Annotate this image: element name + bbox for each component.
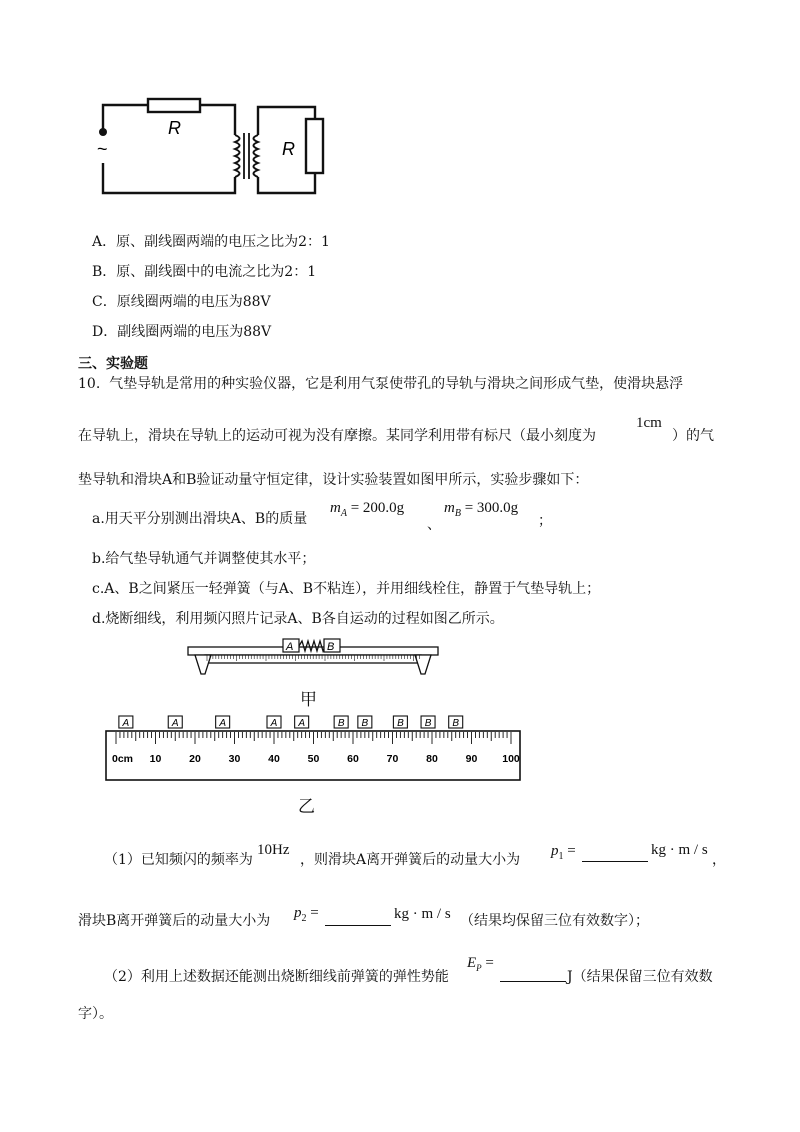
question-intro-line1 xyxy=(78,375,683,393)
ruler-label: 50 xyxy=(307,753,320,765)
ruler-label: 40 xyxy=(268,753,280,765)
option-letter: A． xyxy=(92,234,117,250)
question-intro-line3: 垫导轨和滑块A和B验证动量守恒定律，设计实验装置如图甲所示，实验步骤如下： xyxy=(78,472,589,488)
strobe-ruler-figure xyxy=(100,712,525,784)
ruler-label: 20 xyxy=(189,753,201,765)
p1-unit: kg · m / s xyxy=(651,842,708,858)
p2-symbol: p xyxy=(294,905,302,921)
ruler-label: 70 xyxy=(386,753,399,765)
p1-answer-blank[interactable] xyxy=(582,847,648,862)
mass-symbol: m xyxy=(444,500,455,516)
mass-a-expression xyxy=(330,500,404,519)
p2-answer-blank[interactable] xyxy=(325,911,391,926)
min-scale-value: 1cm xyxy=(636,415,662,431)
strobe-block-a-label: A xyxy=(122,718,130,729)
sub1-end: ， xyxy=(712,852,726,868)
ruler-label: 30 xyxy=(228,753,241,765)
ruler-label: 0cm xyxy=(112,753,134,765)
ruler-label: 90 xyxy=(465,753,478,765)
option-letter: C． xyxy=(92,294,117,310)
option-a xyxy=(92,233,330,251)
option-text: 原、副线圈两端的电压之比为2：1 xyxy=(116,234,330,250)
strobe-block-b-label: B xyxy=(397,718,404,729)
sub2-line2: 字）。 xyxy=(78,1006,113,1022)
equals-sign: = xyxy=(310,905,319,921)
strobe-block-b-label: B xyxy=(452,718,460,729)
option-d xyxy=(92,323,271,341)
step-a-end: ； xyxy=(538,513,552,529)
mass-symbol: m xyxy=(330,500,341,516)
air-track-figure xyxy=(185,636,445,686)
step-d: d.烧断细线，利用频闪照片记录A、B各自运动的过程如图乙所示。 xyxy=(92,611,504,627)
sub2-prefix: （2）利用上述数据还能测出烧断细线前弹簧的弹性势能 xyxy=(104,969,449,985)
option-b xyxy=(92,263,316,281)
sub1-line2-prefix: 滑块B离开弹簧后的动量大小为 xyxy=(78,913,271,929)
option-text: 原、副线圈中的电流之比为2：1 xyxy=(116,264,317,280)
step-c: c.A、B之间紧压一轻弹簧（与A、B不粘连），并用细线栓住，静置于气垫导轨上； xyxy=(92,581,601,597)
mass-subscript: B xyxy=(454,508,461,519)
strobe-block-a-label: A xyxy=(219,718,226,729)
strobe-block-b-label: B xyxy=(337,718,345,729)
slider-a-label: A xyxy=(286,641,294,653)
option-letter: B． xyxy=(92,264,117,280)
mass-a-value: = 200.0g xyxy=(350,500,405,516)
section-title: 三、实验题 xyxy=(78,356,148,372)
ruler-label: 100 xyxy=(502,753,520,765)
option-text: 副线圈两端的电压为88V xyxy=(117,324,272,340)
p1-subscript: 1 xyxy=(558,851,564,862)
figure-jia-caption: 甲 xyxy=(300,690,317,710)
sub1-prefix: （1）已知频闪的频率为 xyxy=(104,852,253,868)
strobe-block-a-label: A xyxy=(298,718,305,729)
equals-sign: = xyxy=(567,843,576,859)
strobe-frequency: 10Hz xyxy=(257,842,290,858)
ep-symbol: E xyxy=(467,955,477,971)
sub1-mid: ，则滑块A离开弹簧后的动量大小为 xyxy=(300,852,521,868)
slider-b-label: B xyxy=(327,641,335,653)
ruler-label: 80 xyxy=(426,753,438,765)
step-a-separator: 、 xyxy=(427,517,441,533)
intro-text-2b: ）的气 xyxy=(672,428,714,444)
ruler-label: 10 xyxy=(149,753,162,765)
equals-sign: = xyxy=(485,955,494,971)
question-number: 10. xyxy=(78,376,101,392)
ruler-label: 60 xyxy=(347,753,359,765)
transformer-circuit-diagram xyxy=(90,95,330,200)
figure-yi-caption: 乙 xyxy=(298,797,315,817)
ep-answer-blank[interactable] xyxy=(500,967,566,982)
mass-b-value: = 300.0g xyxy=(464,500,519,516)
mass-subscript: A xyxy=(340,508,347,519)
resistor-label-secondary: R xyxy=(282,139,295,159)
p2-unit: kg · m / s xyxy=(394,906,451,922)
option-c xyxy=(92,293,271,311)
resistor-label-primary: R xyxy=(168,118,181,138)
strobe-block-a-label: A xyxy=(171,718,179,729)
step-a-text: a.用天平分别测出滑块A、B的质量 xyxy=(92,511,308,527)
p1-expression xyxy=(551,843,576,862)
option-text: 原线圈两端的电压为88V xyxy=(116,294,271,310)
strobe-block-b-label: B xyxy=(361,718,369,729)
sub2-suffix: J（结果保留三位有效数 xyxy=(567,969,713,985)
step-b: b.给气垫导轨通气并调整使其水平； xyxy=(92,551,316,567)
terminal-dot xyxy=(99,128,107,136)
intro-text-1: 气垫导轨是常用的种实验仪器，它是利用气泵使带孔的导轨与滑块之间形成气垫，使滑块悬浮 xyxy=(109,376,684,392)
strobe-block-b-label: B xyxy=(424,718,432,729)
sub1-line2-suffix: （结果均保留三位有效数字）； xyxy=(460,913,649,929)
intro-text-2a: 在导轨上，滑块在导轨上的运动可视为没有摩擦。某同学利用带有标尺（最小刻度为 xyxy=(78,428,596,444)
option-letter: D． xyxy=(92,324,118,340)
strobe-block-a-label: A xyxy=(270,718,278,729)
question-intro-line2 xyxy=(78,427,596,445)
ac-source-symbol: ~ xyxy=(97,139,108,159)
ep-expression xyxy=(467,955,494,973)
mass-b-expression xyxy=(444,500,518,519)
p1-symbol: p xyxy=(551,843,559,859)
p2-subscript: 2 xyxy=(301,913,307,924)
ep-subscript: P xyxy=(476,963,482,973)
p2-expression xyxy=(294,905,319,924)
